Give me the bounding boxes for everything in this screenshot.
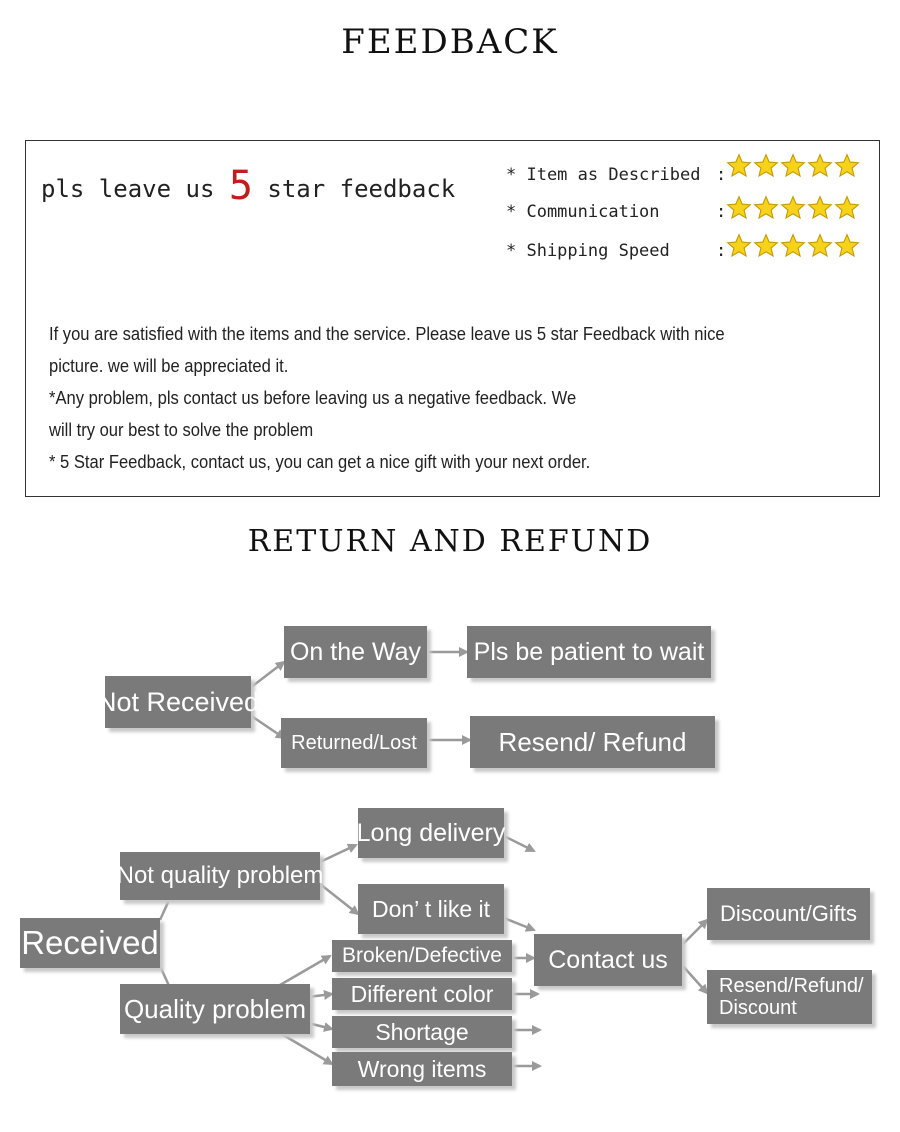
node-received: Received [20,918,160,968]
node-resend-refund-discount-line1: Resend/Refund/ [719,975,864,997]
node-resend-refund-discount [707,970,872,1024]
node-not-quality-problem: Not quality problem [120,852,320,900]
paragraph-line: *Any problem, pls contact us before leaving us a negative feedback. We [49,388,577,408]
arrow [682,965,707,993]
node-resend-refund: Resend/ Refund [470,716,715,768]
rating-label: * Shipping Speed [506,241,670,261]
node-dont-like-it: Don’ t like it [358,884,504,934]
node-wrong-items: Wrong items [332,1052,512,1086]
lead-suffix: star feedback [267,175,456,203]
connector-line [160,898,170,920]
rating-colon: : [716,165,727,185]
rating-label: * Communication [506,202,660,222]
arrow [280,956,330,985]
node-quality-problem: Quality problem [120,984,310,1034]
node-be-patient: Pls be patient to wait [467,626,711,678]
node-returned-lost: Returned/Lost [281,718,427,768]
arrow [250,715,284,738]
node-on-the-way: On the Way [284,626,427,678]
arrow [320,845,356,862]
arrow [280,1033,332,1064]
node-different-color: Different color [332,978,512,1010]
arrow [682,920,707,945]
arrow [250,662,284,688]
arrow [504,918,534,930]
feedback-title: FEEDBACK [341,22,559,62]
lead-number: 5 [228,163,253,209]
paragraph-line: * 5 Star Feedback, contact us, you can get a nice gift with your next order. [49,452,591,472]
rating-colon: : [716,241,727,261]
node-resend-refund-discount-line2: Discount [719,997,797,1019]
arrow [320,884,358,914]
paragraph-line: will try our best to solve the problem [49,420,314,440]
node-discount-gifts: Discount/Gifts [707,888,870,940]
node-broken-defective: Broken/Defective [332,940,512,972]
paragraph-line: picture. we will be appreciated it. [49,356,289,376]
arrow [504,836,534,851]
return-refund-title: RETURN AND REFUND [247,524,653,559]
arrow [308,1023,332,1029]
rating-label: * Item as Described [506,165,701,185]
node-contact-us: Contact us [534,934,682,986]
rating-colon: : [716,202,727,222]
node-shortage: Shortage [332,1016,512,1048]
lead-prefix: pls leave us [41,175,215,203]
node-long-delivery: Long delivery [358,808,504,858]
paragraph-line: If you are satisfied with the items and the service. Please leave us 5 star Feedback with nice [49,324,725,344]
arrow [308,994,332,997]
node-not-received: Not Received [105,676,251,728]
